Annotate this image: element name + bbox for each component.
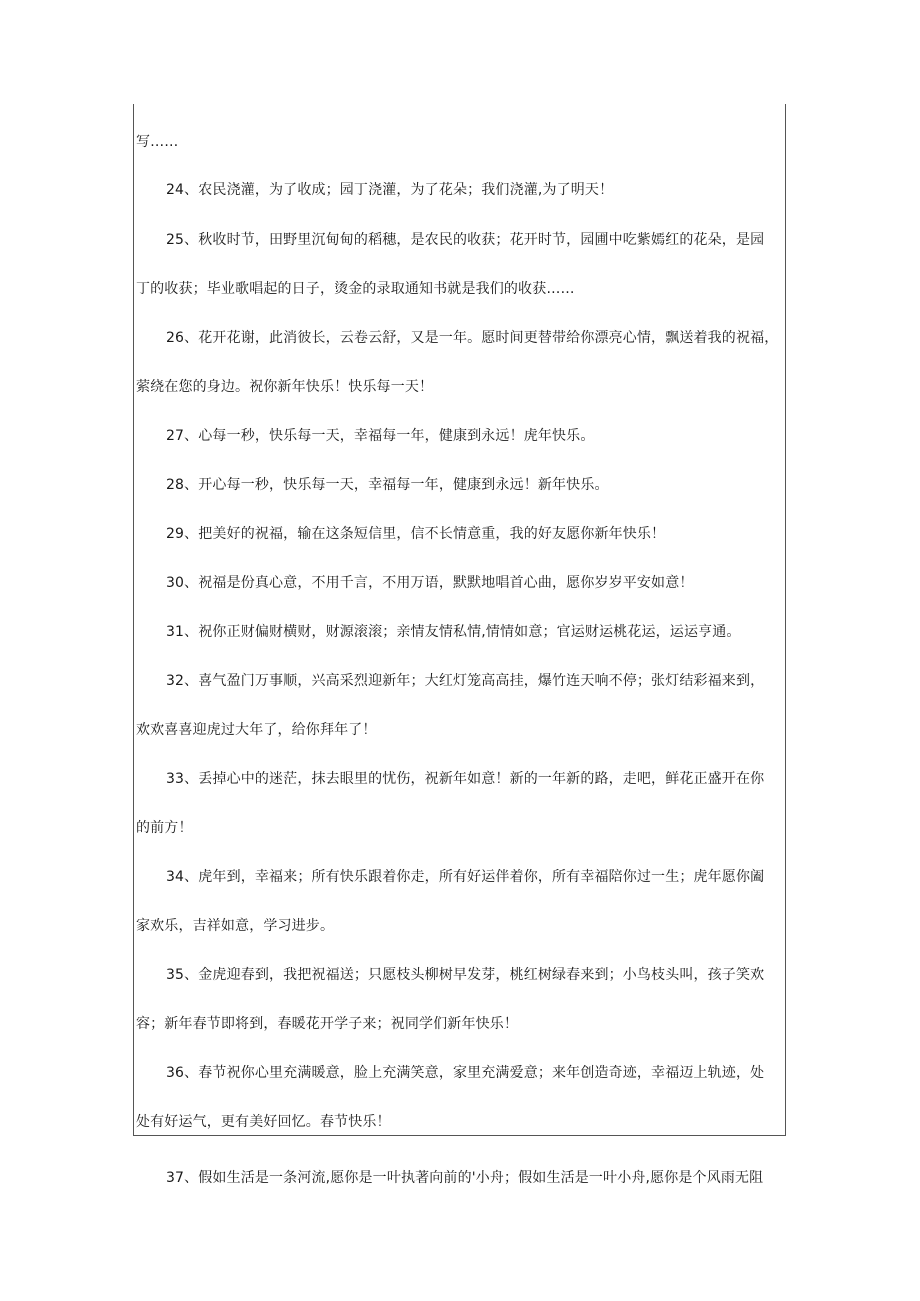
text-line: 家欢乐，吉祥如意，学习进步。: [136, 918, 335, 934]
list-item-29: 29、把美好的祝福，输在这条短信里，信不长情意重，我的好友愿你新年快乐！: [166, 526, 666, 542]
text-line: 容；新年春节即将到，春暖花开学子来；祝同学们新年快乐！: [136, 1016, 519, 1032]
text-line: 丁的收获；毕业歌唱起的日子，烫金的录取通知书就是我们的收获……: [136, 281, 575, 297]
text-line: 萦绕在您的身边。祝你新年快乐！快乐每一天！: [136, 379, 434, 395]
list-item-27: 27、心每一秒，快乐每一天，幸福每一年，健康到永远！虎年快乐。: [166, 428, 595, 444]
list-item-24: 24、农民浇灌，为了收成；园丁浇灌，为了花朵；我们浇灌,为了明天！: [166, 182, 614, 198]
list-item-36: 36、春节祝你心里充满暖意，脸上充满笑意，家里充满爱意；来年创造奇迹，幸福迈上轨迹，处: [166, 1065, 765, 1081]
list-item-28: 28、开心每一秒，快乐每一天，幸福每一年，健康到永远！新年快乐。: [166, 477, 609, 493]
list-item-26: 26、花开花谢，此消彼长，云卷云舒，又是一年。愿时间更替带给你漂亮心情，飘送着我的祝福，: [166, 330, 779, 346]
list-item-25: 25、秋收时节，田野里沉甸甸的稻穗，是农民的收获；花开时节，园圃中吃紫嫣红的花朵，是园: [166, 232, 765, 248]
text-line: 写……: [136, 134, 179, 150]
list-item-34: 34、虎年到，幸福来；所有快乐跟着你走，所有好运伴着你，所有幸福陪你过一生；虎年愿你阖: [166, 869, 765, 885]
list-item-35: 35、金虎迎春到，我把祝福送；只愿枝头柳树早发芽，桃红树绿春来到；小鸟枝头叫，孩子笑欢: [166, 967, 765, 983]
list-item-33: 33、丢掉心中的迷茫，抹去眼里的忧伤，祝新年如意！新的一年新的路，走吧，鲜花正盛开在你: [166, 771, 765, 787]
text-line: 的前方！: [136, 820, 193, 836]
list-item-32: 32、喜气盈门万事顺，兴高采烈迎新年；大红灯笼高高挂，爆竹连天响不停；张灯结彩福来到，: [166, 673, 765, 689]
list-item-31: 31、祝你正财偏财横财，财源滚滚；亲情友情私情,情情如意；官运财运桃花运，运运亨通。: [166, 624, 741, 640]
text-line: 处有好运气，更有美好回忆。春节快乐！: [136, 1114, 391, 1130]
list-item-37: 37、假如生活是一条河流,愿你是一叶执著向前的'小舟；假如生活是一叶小舟,愿你是个风雨无阻: [166, 1170, 764, 1186]
list-item-30: 30、祝福是份真心意，不用千言，不用万语，默默地唱首心曲，愿你岁岁平安如意！: [166, 575, 694, 591]
text-line: 欢欢喜喜迎虎过大年了，给你拜年了！: [136, 722, 377, 738]
